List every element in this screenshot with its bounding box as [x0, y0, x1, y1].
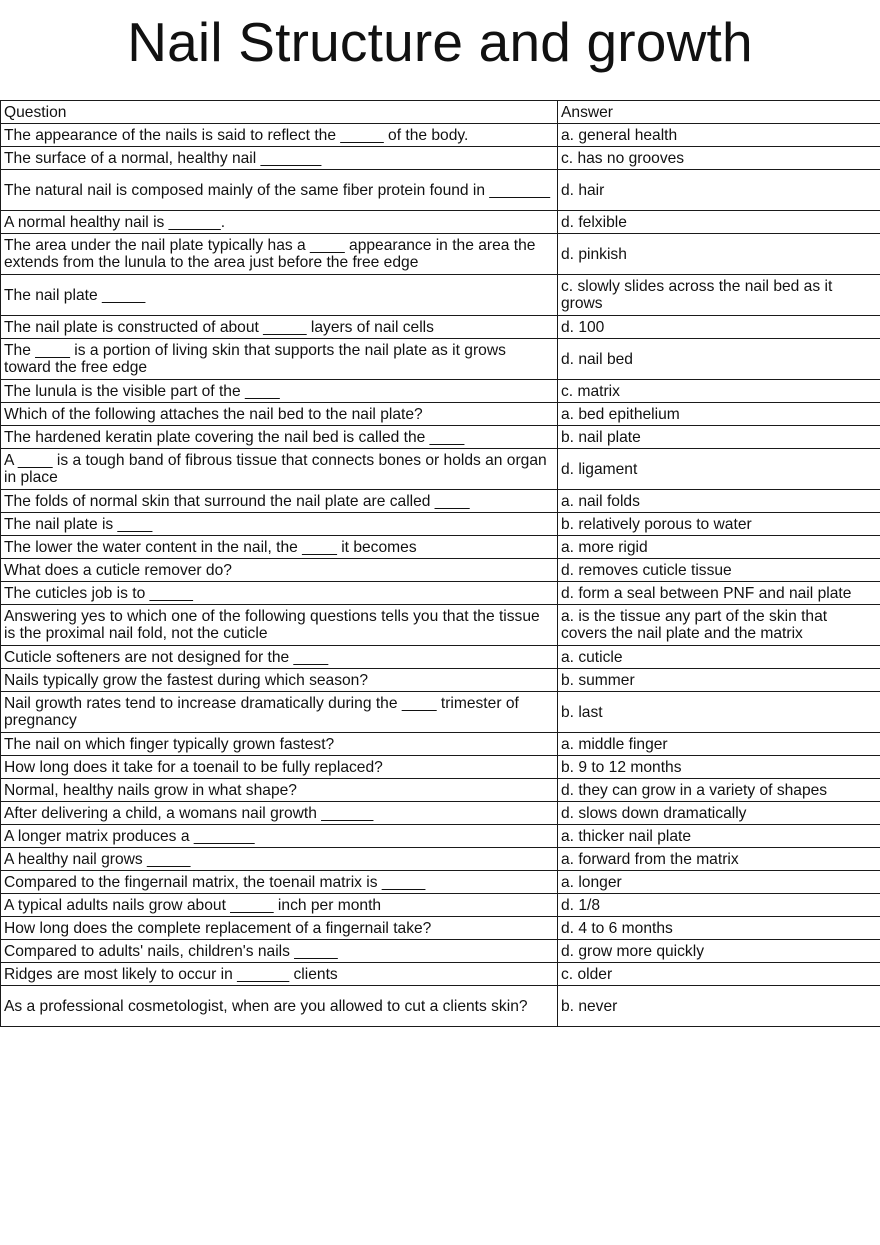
answer-cell: b. last [558, 692, 880, 733]
table-row [1, 848, 880, 871]
answer-cell: b. nail plate [558, 426, 880, 449]
table-row [1, 605, 880, 646]
answer-cell: d. grow more quickly [558, 940, 880, 963]
table-row [1, 124, 880, 147]
table-row [1, 756, 880, 779]
table-row [1, 692, 880, 733]
table-row [1, 963, 880, 986]
question-cell: How long does the complete replacement of a fingernail take? [1, 917, 558, 940]
answer-cell: d. hair [558, 170, 880, 211]
question-cell: What does a cuticle remover do? [1, 559, 558, 582]
question-cell: A healthy nail grows _____ [1, 848, 558, 871]
table-row [1, 339, 880, 380]
question-cell: The nail on which finger typically grown fastest? [1, 733, 558, 756]
table-row [1, 917, 880, 940]
question-cell: Normal, healthy nails grow in what shape? [1, 779, 558, 802]
table-header-row [1, 101, 880, 124]
question-cell: A normal healthy nail is ______. [1, 211, 558, 234]
question-cell: The nail plate _____ [1, 275, 558, 316]
answer-cell: a. is the tissue any part of the skin that covers the nail plate and the matrix [558, 605, 880, 646]
answer-cell: d. ligament [558, 449, 880, 490]
question-cell: The nail plate is ____ [1, 513, 558, 536]
table-row [1, 825, 880, 848]
table-row [1, 147, 880, 170]
question-cell: The natural nail is composed mainly of the same fiber protein found in _______ [1, 170, 558, 211]
page-title: Nail Structure and growth [127, 11, 753, 73]
question-cell: The appearance of the nails is said to reflect the _____ of the body. [1, 124, 558, 147]
table-row [1, 871, 880, 894]
answer-cell: a. more rigid [558, 536, 880, 559]
question-cell: The cuticles job is to _____ [1, 582, 558, 605]
question-cell: The folds of normal skin that surround the nail plate are called ____ [1, 490, 558, 513]
question-cell: Cuticle softeners are not designed for the ____ [1, 646, 558, 669]
answer-cell: a. general health [558, 124, 880, 147]
answer-cell: b. relatively porous to water [558, 513, 880, 536]
question-cell: Answering yes to which one of the following questions tells you that the tissue is the proximal nail fold, not the cuticle [1, 605, 558, 646]
table-row [1, 986, 880, 1027]
answer-cell: d. form a seal between PNF and nail plate [558, 582, 880, 605]
question-cell: Compared to the fingernail matrix, the toenail matrix is _____ [1, 871, 558, 894]
question-cell: The nail plate is constructed of about _____ layers of nail cells [1, 316, 558, 339]
table-row [1, 490, 880, 513]
table-row [1, 234, 880, 275]
table-row [1, 733, 880, 756]
answer-cell: d. nail bed [558, 339, 880, 380]
table-row [1, 894, 880, 917]
answer-cell: c. slowly slides across the nail bed as it grows [558, 275, 880, 316]
table-row [1, 802, 880, 825]
answer-cell: a. cuticle [558, 646, 880, 669]
table-row [1, 940, 880, 963]
question-cell: Which of the following attaches the nail bed to the nail plate? [1, 403, 558, 426]
answer-cell: a. bed epithelium [558, 403, 880, 426]
column-header-question: Question [1, 101, 558, 124]
answer-cell: b. summer [558, 669, 880, 692]
table-row [1, 669, 880, 692]
question-cell: Nail growth rates tend to increase dramatically during the ____ trimester of pregnancy [1, 692, 558, 733]
answer-cell: d. pinkish [558, 234, 880, 275]
table-row [1, 426, 880, 449]
table-row [1, 536, 880, 559]
answer-cell: d. slows down dramatically [558, 802, 880, 825]
table-row [1, 449, 880, 490]
question-cell: Ridges are most likely to occur in ______ clients [1, 963, 558, 986]
question-cell: The lower the water content in the nail, the ____ it becomes [1, 536, 558, 559]
answer-cell: d. they can grow in a variety of shapes [558, 779, 880, 802]
question-cell: Compared to adults' nails, children's nails _____ [1, 940, 558, 963]
table-row [1, 513, 880, 536]
table-row [1, 170, 880, 211]
table-row [1, 316, 880, 339]
answer-cell: a. middle finger [558, 733, 880, 756]
table-row [1, 211, 880, 234]
question-cell: The hardened keratin plate covering the nail bed is called the ____ [1, 426, 558, 449]
answer-cell: a. forward from the matrix [558, 848, 880, 871]
question-cell: A typical adults nails grow about _____ inch per month [1, 894, 558, 917]
question-cell: A ____ is a tough band of fibrous tissue that connects bones or holds an organ in place [1, 449, 558, 490]
answer-cell: a. thicker nail plate [558, 825, 880, 848]
table-row [1, 380, 880, 403]
table-row [1, 403, 880, 426]
answer-cell: d. felxible [558, 211, 880, 234]
question-cell: The surface of a normal, healthy nail _______ [1, 147, 558, 170]
question-cell: As a professional cosmetologist, when are you allowed to cut a clients skin? [1, 986, 558, 1027]
question-cell: The lunula is the visible part of the ____ [1, 380, 558, 403]
question-cell: The area under the nail plate typically has a ____ appearance in the area the extends from the lunula to the area just before the free edge [1, 234, 558, 275]
answer-cell: d. 1/8 [558, 894, 880, 917]
answer-cell: a. nail folds [558, 490, 880, 513]
answer-cell: d. 100 [558, 316, 880, 339]
question-cell: After delivering a child, a womans nail growth ______ [1, 802, 558, 825]
question-cell: Nails typically grow the fastest during which season? [1, 669, 558, 692]
answer-cell: d. removes cuticle tissue [558, 559, 880, 582]
table-row [1, 559, 880, 582]
question-cell: A longer matrix produces a _______ [1, 825, 558, 848]
answer-cell: a. longer [558, 871, 880, 894]
answer-cell: b. never [558, 986, 880, 1027]
qa-table [0, 100, 880, 1027]
answer-cell: c. matrix [558, 380, 880, 403]
table-row [1, 582, 880, 605]
column-header-answer: Answer [558, 101, 880, 124]
table-row [1, 646, 880, 669]
answer-cell: c. older [558, 963, 880, 986]
question-cell: How long does it take for a toenail to be fully replaced? [1, 756, 558, 779]
answer-cell: d. 4 to 6 months [558, 917, 880, 940]
question-cell: The ____ is a portion of living skin that supports the nail plate as it grows toward the free edge [1, 339, 558, 380]
answer-cell: c. has no grooves [558, 147, 880, 170]
table-row [1, 275, 880, 316]
table-row [1, 779, 880, 802]
answer-cell: b. 9 to 12 months [558, 756, 880, 779]
